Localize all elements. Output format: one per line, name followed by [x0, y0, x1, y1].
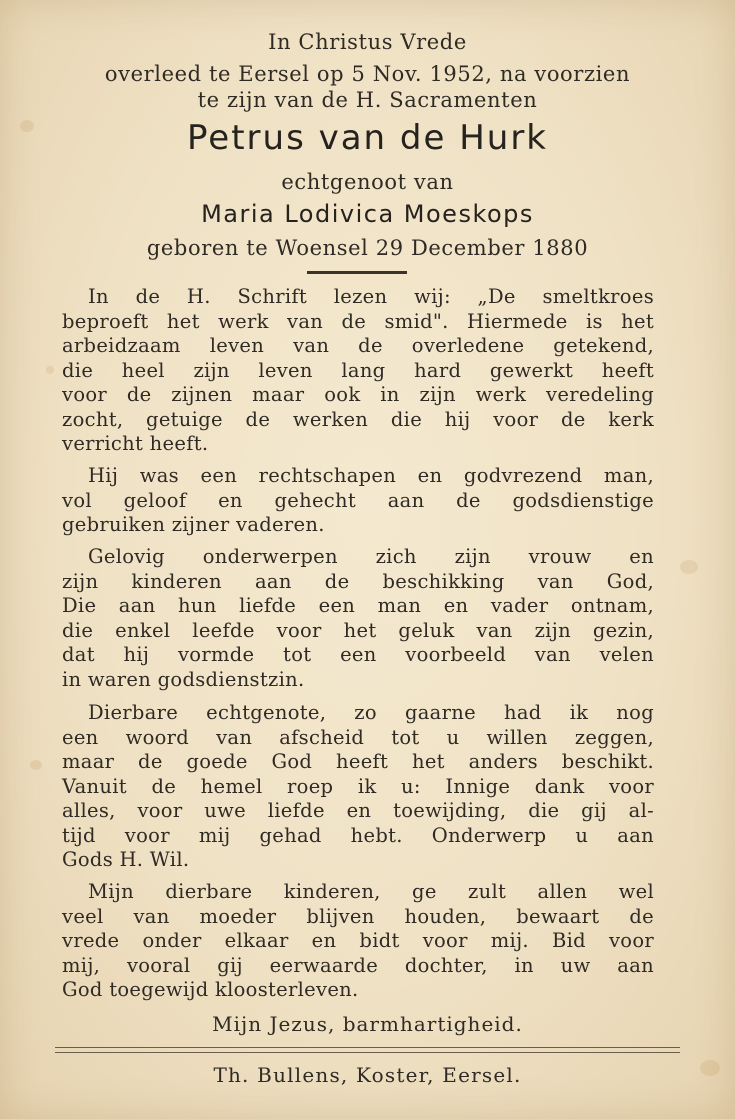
text-line: verricht heeft.: [62, 432, 209, 455]
paper-stain: [30, 760, 42, 770]
divider: [307, 271, 407, 274]
text-line: tijd voor mij gehad hebt. Onderwerp u aan: [62, 823, 654, 847]
text-line: alles, voor uwe liefde en toewijding, die gij al-: [62, 799, 654, 822]
text-line: zijn kinderen aan de beschikking van God,: [62, 569, 654, 593]
printer-credit: Th. Bullens, Koster, Eersel.: [213, 1063, 522, 1087]
text-line: die enkel leefde voor het geluk van zijn gezin,: [62, 618, 654, 642]
text-line: Mijn dierbare kinderen, ge zult allen wel: [88, 880, 654, 903]
text-line: In de H. Schrift lezen wij: „De smeltkroes: [88, 285, 654, 308]
paper-stain: [46, 366, 54, 374]
deceased-name: Petrus van de Hurk: [187, 118, 548, 158]
paragraph-to-wife: [62, 701, 654, 873]
text-line: Vanuit de hemel roep ik u: Innige dank voor: [62, 774, 654, 798]
paragraph-character: [62, 464, 654, 538]
paragraph-family: [62, 545, 654, 692]
text-line: Gods H. Wil.: [62, 848, 190, 871]
text-line: een woord van afscheid tot u willen zeggen,: [62, 725, 654, 749]
closing-prayer: Mijn Jezus, barmhartigheid.: [212, 1012, 523, 1036]
text-line: vol geloof en gehecht aan de godsdienstige: [62, 488, 654, 512]
paper-stain: [680, 560, 698, 574]
spouse-name: Maria Lodivica Moeskops: [201, 200, 534, 228]
paragraph-scripture: [62, 285, 654, 457]
footer-rule-top: [55, 1047, 680, 1048]
card-title: In Christus Vrede: [268, 30, 467, 54]
text-line: Die aan hun liefde een man en vader ontnam,: [62, 594, 654, 617]
death-notice-line-2: te zijn van de H. Sacramenten: [197, 88, 538, 112]
text-line: God toegewijd kloosterleven.: [62, 978, 359, 1001]
paragraph-to-children: [62, 880, 654, 1003]
text-line: in waren godsdienstzin.: [62, 667, 305, 691]
text-line: mij, vooral gij eerwaarde dochter, in uw aan: [62, 953, 654, 977]
death-notice-line-1: overleed te Eersel op 5 Nov. 1952, na voorzien: [104, 62, 631, 86]
spouse-label: echtgenoot van: [281, 170, 454, 194]
footer-rule-bottom: [55, 1052, 680, 1053]
text-line: gebruiken zijner vaderen.: [62, 513, 325, 536]
text-line: arbeidzaam leven van de overledene getekend,: [62, 334, 654, 357]
text-line: Gelovig onderwerpen zich zijn vrouw en: [88, 545, 654, 568]
text-line: die heel zijn leven lang hard gewerkt heeft: [62, 358, 654, 382]
text-line: vrede onder elkaar en bidt voor mij. Bid voor: [62, 929, 654, 952]
birth-line: geboren te Woensel 29 December 1880: [146, 236, 589, 260]
text-line: maar de goede God heeft het anders beschikt.: [62, 750, 654, 773]
text-line: Hij was een rechtschapen en godvrezend man,: [88, 464, 654, 487]
text-line: zocht, getuige de werken die hij voor de kerk: [62, 407, 654, 431]
text-line: Dierbare echtgenote, zo gaarne had ik nog: [88, 701, 654, 724]
text-line: dat hij vormde tot een voorbeeld van velen: [62, 643, 654, 666]
text-line: beproeft het werk van de smid". Hiermede is het: [62, 309, 654, 333]
text-line: veel van moeder blijven houden, bewaart de: [62, 904, 654, 928]
text-line: voor de zijnen maar ook in zijn werk veredeling: [62, 383, 654, 406]
